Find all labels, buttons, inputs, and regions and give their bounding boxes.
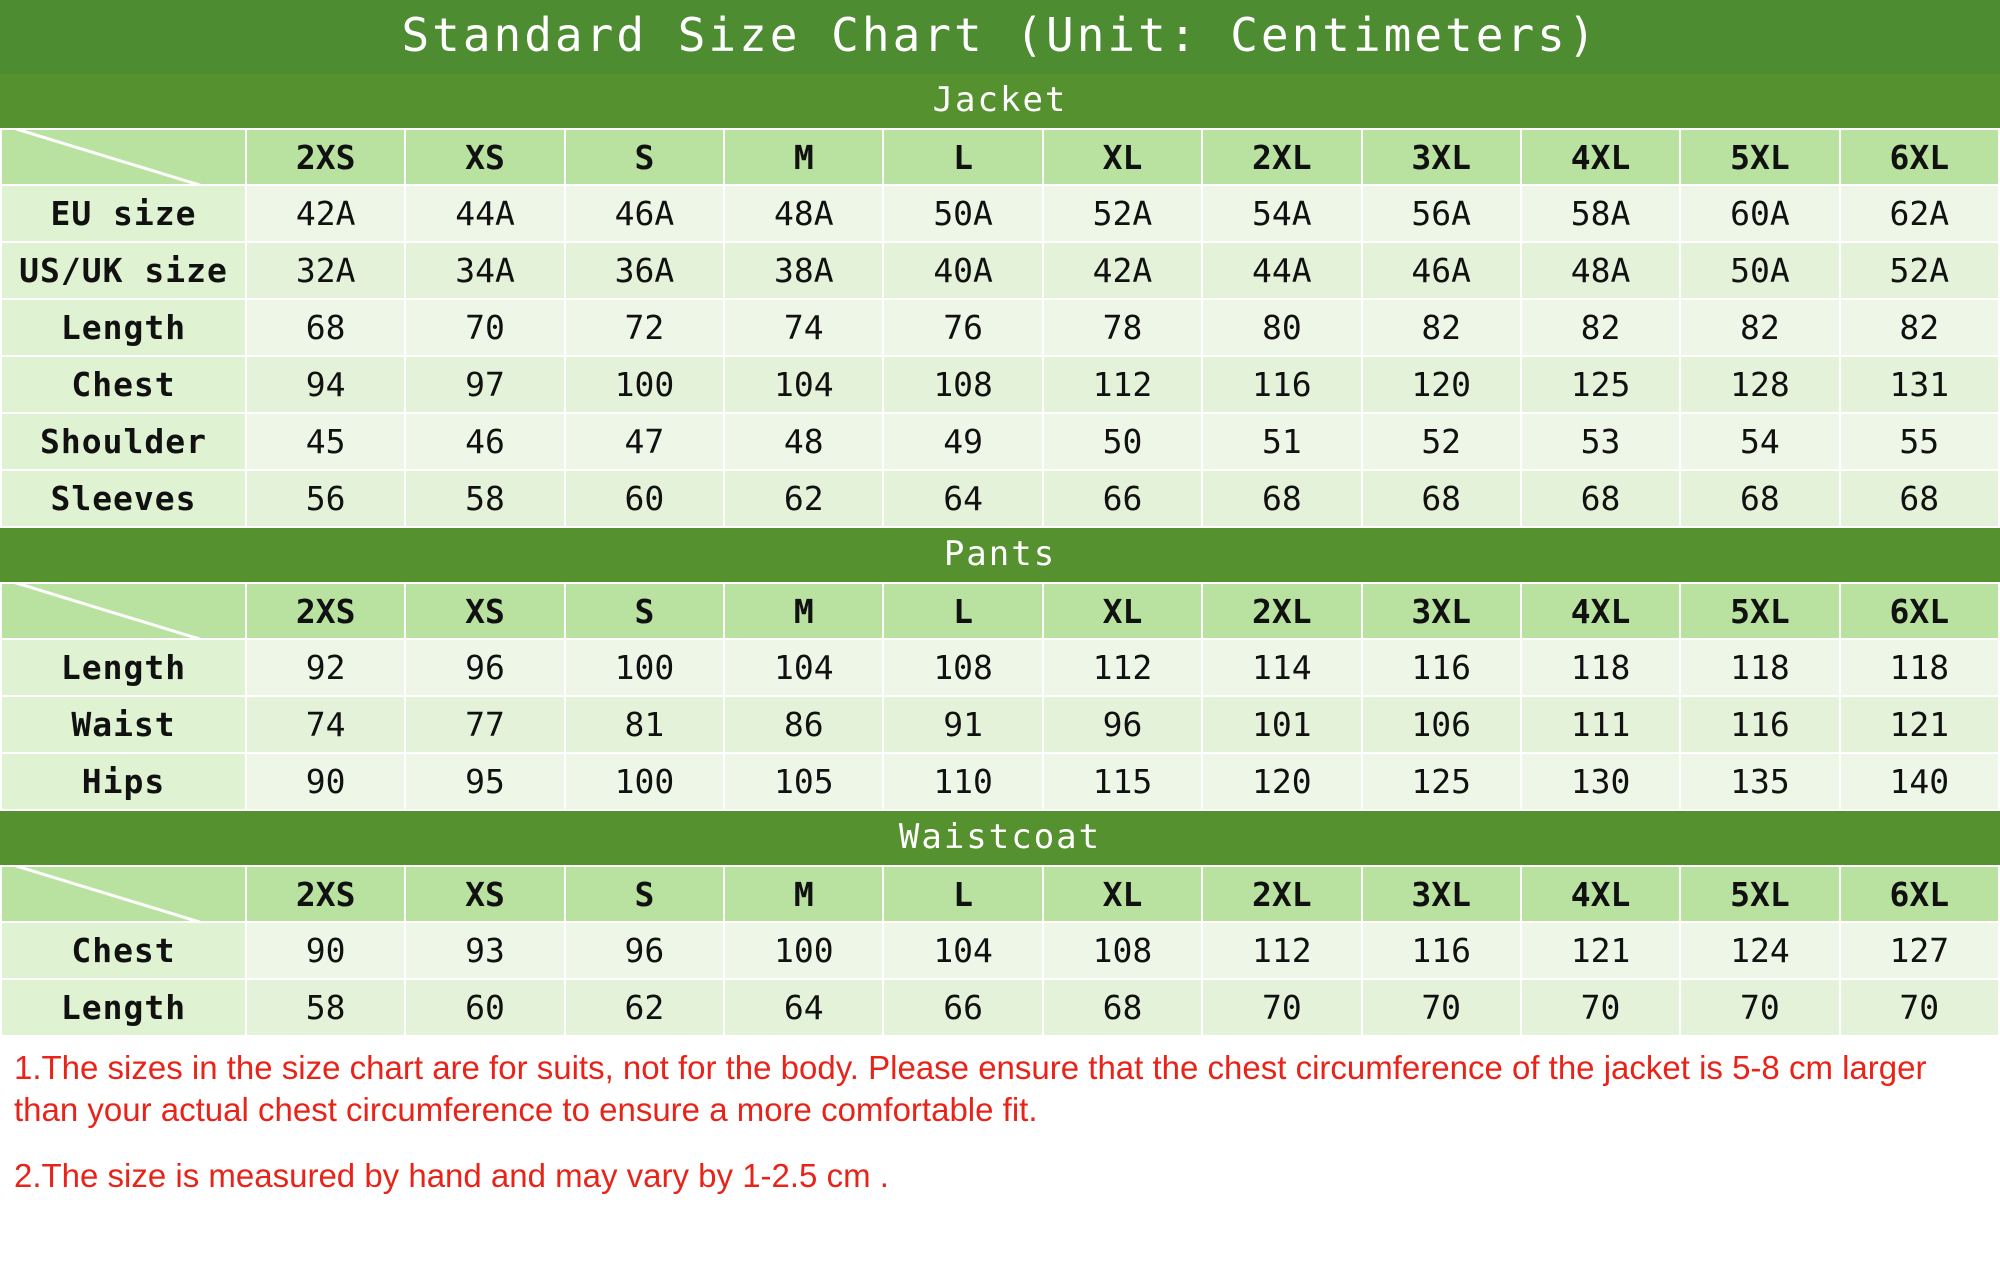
- cell: 111: [1521, 696, 1680, 753]
- cell: 96: [1043, 696, 1202, 753]
- row-label: US/UK size: [1, 242, 246, 299]
- cell: 104: [724, 356, 883, 413]
- cell: 100: [565, 639, 724, 696]
- table-header-row: [1, 583, 1999, 639]
- size-header: 6XL: [1840, 129, 1999, 185]
- cell: 52A: [1043, 185, 1202, 242]
- cell: 76: [883, 299, 1042, 356]
- cell: 44A: [405, 185, 564, 242]
- cell: 82: [1362, 299, 1521, 356]
- size-header: XL: [1043, 866, 1202, 922]
- size-header: S: [565, 129, 724, 185]
- table-row: [1, 922, 1999, 979]
- size-header: 4XL: [1521, 866, 1680, 922]
- size-header: 2XS: [246, 866, 405, 922]
- cell: 100: [565, 753, 724, 810]
- cell: 46A: [565, 185, 724, 242]
- cell: 82: [1521, 299, 1680, 356]
- cell: 64: [724, 979, 883, 1036]
- row-label: Sleeves: [1, 470, 246, 527]
- cell: 82: [1840, 299, 1999, 356]
- size-header: 4XL: [1521, 129, 1680, 185]
- cell: 121: [1840, 696, 1999, 753]
- cell: 116: [1362, 639, 1521, 696]
- cell: 130: [1521, 753, 1680, 810]
- cell: 100: [565, 356, 724, 413]
- row-label: Hips: [1, 753, 246, 810]
- row-label: Chest: [1, 922, 246, 979]
- section-title-waistcoat: Waistcoat: [0, 811, 2000, 865]
- cell: 62: [565, 979, 724, 1036]
- cell: 135: [1680, 753, 1839, 810]
- cell: 105: [724, 753, 883, 810]
- cell: 104: [724, 639, 883, 696]
- cell: 112: [1043, 356, 1202, 413]
- cell: 50: [1043, 413, 1202, 470]
- size-header: 2XS: [246, 129, 405, 185]
- cell: 78: [1043, 299, 1202, 356]
- size-header: XS: [405, 129, 564, 185]
- cell: 124: [1680, 922, 1839, 979]
- size-header: XS: [405, 583, 564, 639]
- cell: 68: [1202, 470, 1361, 527]
- table-pants: [0, 582, 2000, 811]
- cell: 70: [1362, 979, 1521, 1036]
- size-header: 6XL: [1840, 583, 1999, 639]
- cell: 42A: [1043, 242, 1202, 299]
- page-title: Standard Size Chart (Unit: Centimeters): [0, 0, 2000, 74]
- row-label: Chest: [1, 356, 246, 413]
- cell: 49: [883, 413, 1042, 470]
- cell: 82: [1680, 299, 1839, 356]
- cell: 131: [1840, 356, 1999, 413]
- cell: 48A: [1521, 242, 1680, 299]
- cell: 50A: [883, 185, 1042, 242]
- cell: 120: [1202, 753, 1361, 810]
- cell: 70: [1202, 979, 1361, 1036]
- cell: 118: [1521, 639, 1680, 696]
- cell: 55: [1840, 413, 1999, 470]
- cell: 128: [1680, 356, 1839, 413]
- size-header: L: [883, 583, 1042, 639]
- size-header: 3XL: [1362, 583, 1521, 639]
- row-label: Length: [1, 299, 246, 356]
- cell: 120: [1362, 356, 1521, 413]
- corner-cell: [1, 129, 246, 185]
- cell: 58: [246, 979, 405, 1036]
- cell: 66: [883, 979, 1042, 1036]
- cell: 60: [405, 979, 564, 1036]
- section-title-pants: Pants: [0, 528, 2000, 582]
- cell: 64: [883, 470, 1042, 527]
- cell: 81: [565, 696, 724, 753]
- row-label: Length: [1, 979, 246, 1036]
- cell: 77: [405, 696, 564, 753]
- cell: 52A: [1840, 242, 1999, 299]
- table-row: [1, 356, 1999, 413]
- note-1: 1.The sizes in the size chart are for suits, not for the body. Please ensure that the chest circumference of the jacket is 5-8 cm larger than your actual chest circumference to ensure a more comfortable fit.: [14, 1049, 1927, 1129]
- cell: 60A: [1680, 185, 1839, 242]
- cell: 115: [1043, 753, 1202, 810]
- cell: 68: [1521, 470, 1680, 527]
- cell: 47: [565, 413, 724, 470]
- cell: 74: [724, 299, 883, 356]
- cell: 91: [883, 696, 1042, 753]
- cell: 90: [246, 922, 405, 979]
- cell: 45: [246, 413, 405, 470]
- cell: 140: [1840, 753, 1999, 810]
- table-row: [1, 753, 1999, 810]
- cell: 53: [1521, 413, 1680, 470]
- cell: 68: [1362, 470, 1521, 527]
- cell: 50A: [1680, 242, 1839, 299]
- cell: 94: [246, 356, 405, 413]
- cell: 68: [246, 299, 405, 356]
- cell: 46: [405, 413, 564, 470]
- cell: 106: [1362, 696, 1521, 753]
- table-row: [1, 185, 1999, 242]
- cell: 74: [246, 696, 405, 753]
- cell: 54: [1680, 413, 1839, 470]
- table-row: [1, 242, 1999, 299]
- cell: 66: [1043, 470, 1202, 527]
- size-header: XL: [1043, 129, 1202, 185]
- size-header: 4XL: [1521, 583, 1680, 639]
- size-header: M: [724, 583, 883, 639]
- cell: 92: [246, 639, 405, 696]
- table-header-row: [1, 866, 1999, 922]
- table-jacket: [0, 128, 2000, 528]
- cell: 100: [724, 922, 883, 979]
- cell: 36A: [565, 242, 724, 299]
- notes-section: [0, 1037, 2000, 1210]
- size-header: 3XL: [1362, 129, 1521, 185]
- cell: 51: [1202, 413, 1361, 470]
- size-header: XL: [1043, 583, 1202, 639]
- cell: 72: [565, 299, 724, 356]
- cell: 60: [565, 470, 724, 527]
- cell: 32A: [246, 242, 405, 299]
- cell: 56: [246, 470, 405, 527]
- cell: 56A: [1362, 185, 1521, 242]
- section-title-jacket: Jacket: [0, 74, 2000, 128]
- table-header-row: [1, 129, 1999, 185]
- cell: 80: [1202, 299, 1361, 356]
- cell: 68: [1043, 979, 1202, 1036]
- cell: 118: [1680, 639, 1839, 696]
- cell: 34A: [405, 242, 564, 299]
- cell: 54A: [1202, 185, 1361, 242]
- cell: 96: [565, 922, 724, 979]
- cell: 95: [405, 753, 564, 810]
- cell: 114: [1202, 639, 1361, 696]
- cell: 112: [1043, 639, 1202, 696]
- cell: 125: [1521, 356, 1680, 413]
- size-header: 5XL: [1680, 583, 1839, 639]
- cell: 125: [1362, 753, 1521, 810]
- row-label: Shoulder: [1, 413, 246, 470]
- cell: 116: [1680, 696, 1839, 753]
- size-header: 5XL: [1680, 866, 1839, 922]
- cell: 70: [1521, 979, 1680, 1036]
- size-header: 5XL: [1680, 129, 1839, 185]
- cell: 112: [1202, 922, 1361, 979]
- cell: 48A: [724, 185, 883, 242]
- cell: 70: [1840, 979, 1999, 1036]
- cell: 116: [1202, 356, 1361, 413]
- row-label: Length: [1, 639, 246, 696]
- cell: 97: [405, 356, 564, 413]
- table-row: [1, 413, 1999, 470]
- size-header: S: [565, 583, 724, 639]
- corner-cell: [1, 866, 246, 922]
- cell: 58: [405, 470, 564, 527]
- diagonal-slash-icon: [1, 583, 246, 639]
- diagonal-slash-icon: [1, 866, 246, 922]
- row-label: Waist: [1, 696, 246, 753]
- table-row: [1, 470, 1999, 527]
- cell: 70: [1680, 979, 1839, 1036]
- cell: 48: [724, 413, 883, 470]
- cell: 44A: [1202, 242, 1361, 299]
- size-header: 2XL: [1202, 129, 1361, 185]
- table-row: [1, 299, 1999, 356]
- diagonal-slash-icon: [1, 129, 246, 185]
- cell: 93: [405, 922, 564, 979]
- table-row: [1, 639, 1999, 696]
- cell: 40A: [883, 242, 1042, 299]
- cell: 38A: [724, 242, 883, 299]
- table-row: [1, 696, 1999, 753]
- note-2: 2.The size is measured by hand and may vary by 1-2.5 cm .: [14, 1157, 889, 1195]
- cell: 68: [1680, 470, 1839, 527]
- size-header: M: [724, 129, 883, 185]
- size-header: 3XL: [1362, 866, 1521, 922]
- cell: 108: [883, 356, 1042, 413]
- cell: 108: [1043, 922, 1202, 979]
- size-header: L: [883, 866, 1042, 922]
- size-header: XS: [405, 866, 564, 922]
- size-header: L: [883, 129, 1042, 185]
- cell: 70: [405, 299, 564, 356]
- cell: 121: [1521, 922, 1680, 979]
- size-header: 6XL: [1840, 866, 1999, 922]
- corner-cell: [1, 583, 246, 639]
- cell: 101: [1202, 696, 1361, 753]
- row-label: EU size: [1, 185, 246, 242]
- size-header: S: [565, 866, 724, 922]
- cell: 42A: [246, 185, 405, 242]
- size-header: 2XL: [1202, 866, 1361, 922]
- cell: 110: [883, 753, 1042, 810]
- cell: 116: [1362, 922, 1521, 979]
- size-header: 2XL: [1202, 583, 1361, 639]
- cell: 46A: [1362, 242, 1521, 299]
- table-row: [1, 979, 1999, 1036]
- cell: 96: [405, 639, 564, 696]
- cell: 90: [246, 753, 405, 810]
- cell: 86: [724, 696, 883, 753]
- cell: 108: [883, 639, 1042, 696]
- cell: 52: [1362, 413, 1521, 470]
- table-waistcoat: [0, 865, 2000, 1037]
- size-header: 2XS: [246, 583, 405, 639]
- cell: 68: [1840, 470, 1999, 527]
- cell: 118: [1840, 639, 1999, 696]
- cell: 58A: [1521, 185, 1680, 242]
- cell: 62: [724, 470, 883, 527]
- cell: 127: [1840, 922, 1999, 979]
- cell: 62A: [1840, 185, 1999, 242]
- size-header: M: [724, 866, 883, 922]
- cell: 104: [883, 922, 1042, 979]
